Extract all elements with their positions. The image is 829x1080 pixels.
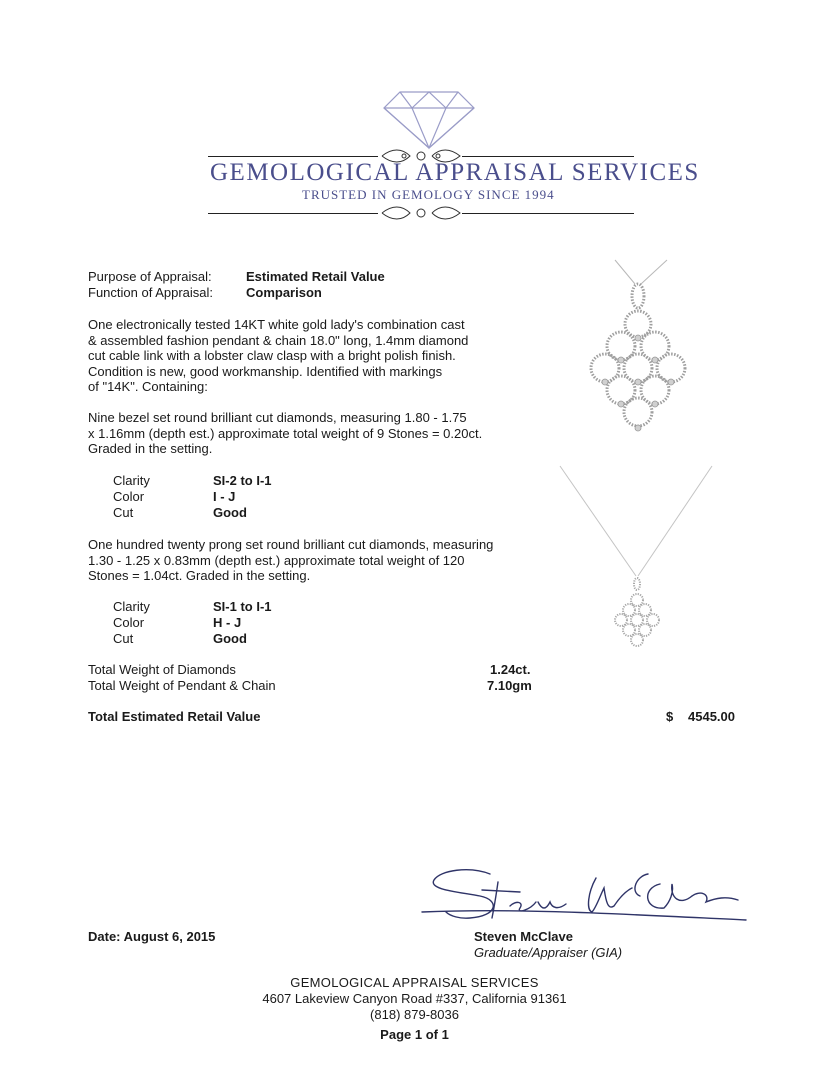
company-logo-title: GEMOLOGICAL APPRAISAL SERVICES (210, 159, 700, 186)
appraiser-signature-image (420, 862, 750, 930)
company-logo-tagline: TRUSTED IN GEMOLOGY SINCE 1994 (302, 187, 555, 202)
ornament-bottom-icon (380, 203, 462, 223)
header-bottom-rule (208, 213, 378, 214)
appraiser-name: Steven McClave (474, 929, 573, 944)
purpose-label: Purpose of Appraisal: (88, 269, 212, 284)
purpose-value: Estimated Retail Value (246, 269, 385, 284)
stone-group-2-description: One hundred twenty prong set round brilliant cut diamonds, measuring 1.30 - 1.25 x 0.83mm (depth est.) approximate total weight of 120 Stones = 1.04ct. Graded in the setting. (88, 537, 494, 583)
stone-1-cut-label: Cut (113, 505, 134, 520)
stone-2-color-value: H - J (213, 615, 242, 630)
total-retail-value-label: Total Estimated Retail Value (88, 709, 261, 724)
function-value: Comparison (246, 285, 322, 300)
pendant-with-chain-image (556, 464, 716, 648)
function-label: Function of Appraisal: (88, 285, 214, 300)
total-retail-value: 4545.00 (688, 709, 735, 724)
stone-1-clarity-label: Clarity (113, 473, 150, 488)
stone-1-color-label: Color (113, 489, 145, 504)
total-pendant-weight-label: Total Weight of Pendant & Chain (88, 678, 276, 693)
header-top-rule-right (462, 156, 634, 157)
appraiser-title: Graduate/Appraiser (GIA) (474, 945, 623, 960)
stone-2-color-label: Color (113, 615, 145, 630)
appraisal-date: Date: August 6, 2015 (88, 929, 216, 944)
total-diamond-weight-value: 1.24ct. (490, 662, 531, 677)
item-description: One electronically tested 14KT white gold lady's combination cast & assembled fashion pendant & chain 18.0" long, 1.4mm diamond cut cable link with a lobster claw clasp with a bright polish finish. Condition is new, good workmanship. Identified with markings of "14K". Containing: (88, 317, 469, 394)
header-bottom-rule-right (462, 213, 634, 214)
stone-1-clarity-value: SI-2 to I-1 (213, 473, 272, 488)
footer-phone: (818) 879-8036 (370, 1007, 459, 1022)
header-top-rule (208, 156, 378, 157)
total-pendant-weight-value: 7.10gm (487, 678, 532, 693)
stone-1-cut-value: Good (213, 505, 247, 520)
stone-2-clarity-value: SI-1 to I-1 (213, 599, 272, 614)
page-number: Page 1 of 1 (380, 1027, 449, 1042)
footer-company: GEMOLOGICAL APPRAISAL SERVICES (290, 975, 539, 990)
pendant-closeup-image (585, 258, 689, 454)
currency-symbol: $ (666, 709, 674, 724)
stone-group-1-description: Nine bezel set round brilliant cut diamonds, measuring 1.80 - 1.75 x 1.16mm (depth est.) approximate total weight of 9 Stones = 0.20ct. Graded in the setting. (88, 410, 483, 456)
diamond-outline-icon (380, 88, 478, 152)
stone-2-clarity-label: Clarity (113, 599, 150, 614)
total-diamond-weight-label: Total Weight of Diamonds (88, 662, 236, 677)
stone-2-cut-value: Good (213, 631, 247, 646)
stone-1-color-value: I - J (213, 489, 236, 504)
stone-2-cut-label: Cut (113, 631, 134, 646)
footer-address: 4607 Lakeview Canyon Road #337, California 91361 (262, 991, 567, 1006)
